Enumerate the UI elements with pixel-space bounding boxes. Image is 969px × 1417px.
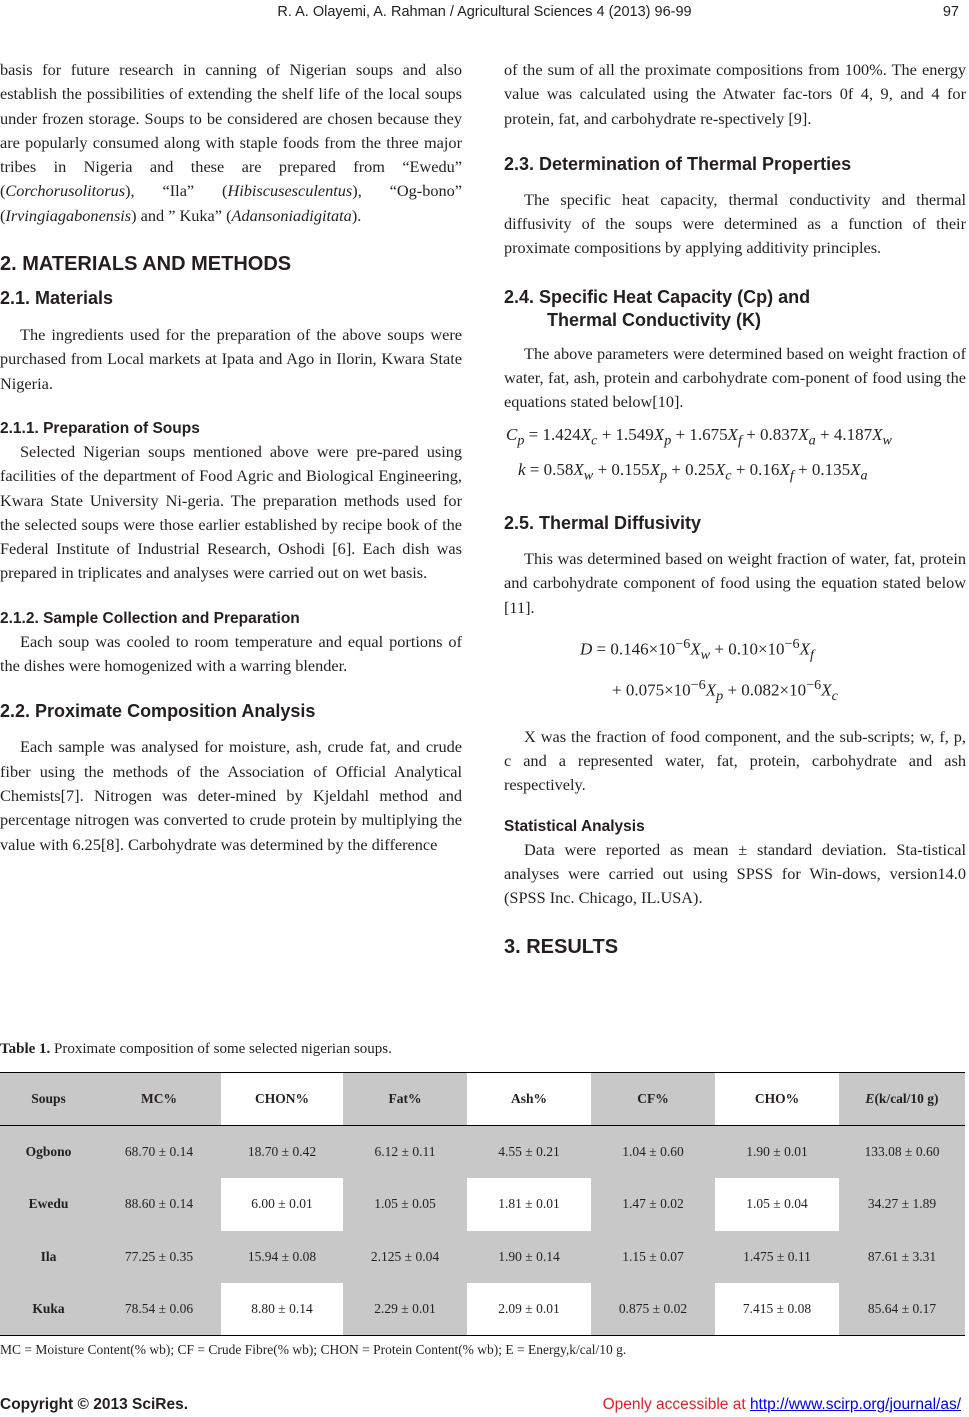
table-cell: 1.47 ± 0.02 <box>591 1178 715 1231</box>
table-row <box>0 1231 965 1284</box>
statistical-paragraph: Data were reported as mean ± standard deviation. Sta-tistical analyses were carried out using SPSS for Win-dows, version14.0 (SPSS Inc. Chicago, IL.USA). <box>504 839 966 908</box>
table-header-row <box>0 1073 965 1126</box>
running-title: R. A. Olayemi, A. Rahman / Agricultural Sciences 4 (2013) 96-99 <box>277 4 692 20</box>
table-cell: 1.04 ± 0.60 <box>622 1144 684 1159</box>
cp-k-paragraph: The above parameters were determined based on weight fraction of water, fat, ash, protein and carbohydrate com-ponent of food using the equations stated below[10]. <box>504 343 966 412</box>
table-cell: 8.80 ± 0.14 <box>251 1301 313 1316</box>
equation-cp: $C_p = 1.424X_c + 1.549X_p + 1.675X_f + 0.837X_a + 4.187X_w$ <box>506 424 892 449</box>
section-heading-materials-methods: 2. MATERIALS AND METHODS <box>0 253 292 276</box>
table-cell: 18.70 ± 0.42 <box>247 1144 317 1159</box>
diffusivity-paragraph: This was determined based on weight fraction of water, fat, protein and carbohydrate component of food using the equation stated below [11]. <box>504 549 966 617</box>
preparation-paragraph: Selected Nigerian soups mentioned above were pre-pared using facilities of the department of Food Agric and Biological Engineering, Kwara State University Ni-geria. The preparation methods used for the selected soups were those earlier established by recipe book of the Federal Institute of Industrial Research, Oshodi [6]. Each dish was prepared in triplicates and analyses were carried out on wet basis. <box>0 441 462 583</box>
section-heading-sample-collection: 2.1.2. Sample Collection and Preparation <box>0 609 300 627</box>
table-row <box>0 1126 965 1179</box>
table-caption: Table 1. Proximate composition of some selected nigerian soups. <box>0 1041 392 1057</box>
section-heading-preparation: 2.1.1. Preparation of Soups <box>0 419 200 437</box>
equation-d-line2: + $0.075\times 10^{-6}X_p + 0.082\times 10^{-6}X_c$ <box>612 677 838 705</box>
table-cell: 15.94 ± 0.08 <box>247 1248 317 1264</box>
column-header: CHON% <box>255 1091 309 1106</box>
column-header: Soups <box>0 1073 97 1126</box>
table-cell: 4.55 ± 0.21 <box>498 1144 560 1159</box>
table-cell: Kuka <box>0 1283 97 1336</box>
table-footnote: MC = Moisture Content(% wb); CF = Crude Fibre(% wb); CHON = Protein Content(% wb); E = Energy,k/cal/10 g. <box>0 1342 627 1357</box>
table-cell: 133.08 ± 0.60 <box>864 1144 940 1159</box>
section-heading-diffusivity: 2.5. Thermal Diffusivity <box>504 513 702 534</box>
table-cell: 2.125 ± 0.04 <box>370 1248 440 1264</box>
table-cell: 68.70 ± 0.14 <box>124 1144 194 1159</box>
section-heading-cp-k: 2.4. Specific Heat Capacity (Cp) and Thermal Conductivity (K) <box>504 286 811 330</box>
section-heading-results: 3. RESULTS <box>504 936 619 959</box>
table-cell: 6.00 ± 0.01 <box>251 1196 313 1212</box>
column-header: CF% <box>591 1073 715 1126</box>
table-cell: 1.15 ± 0.07 <box>622 1248 684 1264</box>
thermal-paragraph: The specific heat capacity, thermal conductivity and thermal diffusivity of the soups were determined as a function of their proximate compositions by applying additivity principles. <box>504 189 966 258</box>
table-cell: 0.875 ± 0.02 <box>591 1283 715 1336</box>
table-cell: 1.90 ± 0.01 <box>746 1144 808 1159</box>
table-cell: 1.81 ± 0.01 <box>498 1196 560 1212</box>
column-header: Fat% <box>343 1073 467 1126</box>
table-cell: 2.09 ± 0.01 <box>498 1301 560 1316</box>
column-header: CHO% <box>754 1091 800 1106</box>
table-cell: 2.29 ± 0.01 <box>343 1283 467 1336</box>
equation-k: $k = 0.58X_w + 0.155X_p + 0.25X_c + 0.16X_f + 0.135X_a$ <box>518 460 868 484</box>
table-cell: Ogbono <box>25 1144 72 1159</box>
section-heading-materials: 2.1. Materials <box>0 288 114 309</box>
section-heading-statistical: Statistical Analysis <box>504 817 645 835</box>
section-heading-proximate: 2.2. Proximate Composition Analysis <box>0 701 316 722</box>
table-cell: 1.475 ± 0.11 <box>743 1248 811 1264</box>
table-cell: 78.54 ± 0.06 <box>97 1283 221 1336</box>
copyright-text: Copyright © 2013 SciRes. <box>0 1396 189 1413</box>
table-cell: 87.61 ± 3.31 <box>867 1248 937 1264</box>
table-cell: 7.415 ± 0.08 <box>742 1301 812 1316</box>
column-header: E(k/cal/10 g) <box>839 1073 965 1126</box>
page-number: 97 <box>942 4 959 20</box>
column-header: Ash% <box>510 1091 547 1106</box>
table-cell: 77.25 ± 0.35 <box>124 1248 194 1264</box>
proximate-table <box>0 1072 965 1336</box>
table-cell: 88.60 ± 0.14 <box>97 1178 221 1231</box>
table-row <box>0 1283 965 1336</box>
materials-paragraph: The ingredients used for the preparation of the above soups were purchased from Local markets at Ipata and Ago in Ilorin, Kwara State Nigeria. <box>0 325 462 393</box>
table-row <box>0 1178 965 1231</box>
page-header <box>0 0 969 28</box>
table-cell: 85.64 ± 0.17 <box>839 1283 965 1336</box>
section-heading-thermal: 2.3. Determination of Thermal Properties <box>504 153 852 174</box>
intro-paragraph: basis for future research in canning of Nigerian soups and also establish the possibilities of extending the shelf life of the local soups under frozen storage. Soups to be considered are chosen because they are popularly consumed along with staple foods from the three major tribes in Nigeria and these are prepared from “Ewedu” (Corchorusolitorus), “Ila” (Hibiscusesculentus), “Og-bono” (Irvingiagabonensis) and ” Kuka” (Adansoniadigitata). <box>0 60 462 225</box>
x-definition-paragraph: X was the fraction of food component, and the sub-scripts; w, f, p, c and a represented water, fat, protein, carbohydrate and ash respectively. <box>504 726 966 795</box>
sample-paragraph: Each soup was cooled to room temperature and equal portions of the dishes were homogenized with a warring blender. <box>0 631 462 676</box>
column-header: MC% <box>97 1073 221 1126</box>
proximate-paragraph: Each sample was analysed for moisture, ash, crude fat, and crude fiber using the methods of the Association of Official Analytical Chemists[7]. Nitrogen was deter-mined by Kjeldahl method and percentage nitrogen was converted to crude protein by multiplying the value with 6.25[8]. Carbohydrate was determined by the difference <box>0 737 462 854</box>
table-cell: 1.05 ± 0.05 <box>343 1178 467 1231</box>
table-cell: 6.12 ± 0.11 <box>374 1144 436 1159</box>
right-column <box>504 58 966 960</box>
journal-link[interactable]: http://www.scirp.org/journal/as/ <box>749 1396 961 1413</box>
table-cell: 1.05 ± 0.04 <box>746 1196 808 1212</box>
table-cell: 1.90 ± 0.14 <box>498 1248 560 1264</box>
open-access-notice: Openly accessible at http://www.scirp.org/journal/as/ <box>602 1396 961 1413</box>
left-column <box>0 58 462 857</box>
table-cell: Ila <box>40 1248 57 1264</box>
equation-d-line1: $D = 0.146\times 10^{-6}X_w + 0.10\times 10^{-6}X_f$ <box>580 635 814 663</box>
continued-paragraph: of the sum of all the proximate compositions from 100%. The energy value was calculated using the Atwater fac-tors 0f 4, 9, and 4 for protein, fat, and carbohydrate re-spectively [9]. <box>504 60 966 128</box>
table-cell: 34.27 ± 1.89 <box>839 1178 965 1231</box>
table-cell: Ewedu <box>0 1178 97 1231</box>
